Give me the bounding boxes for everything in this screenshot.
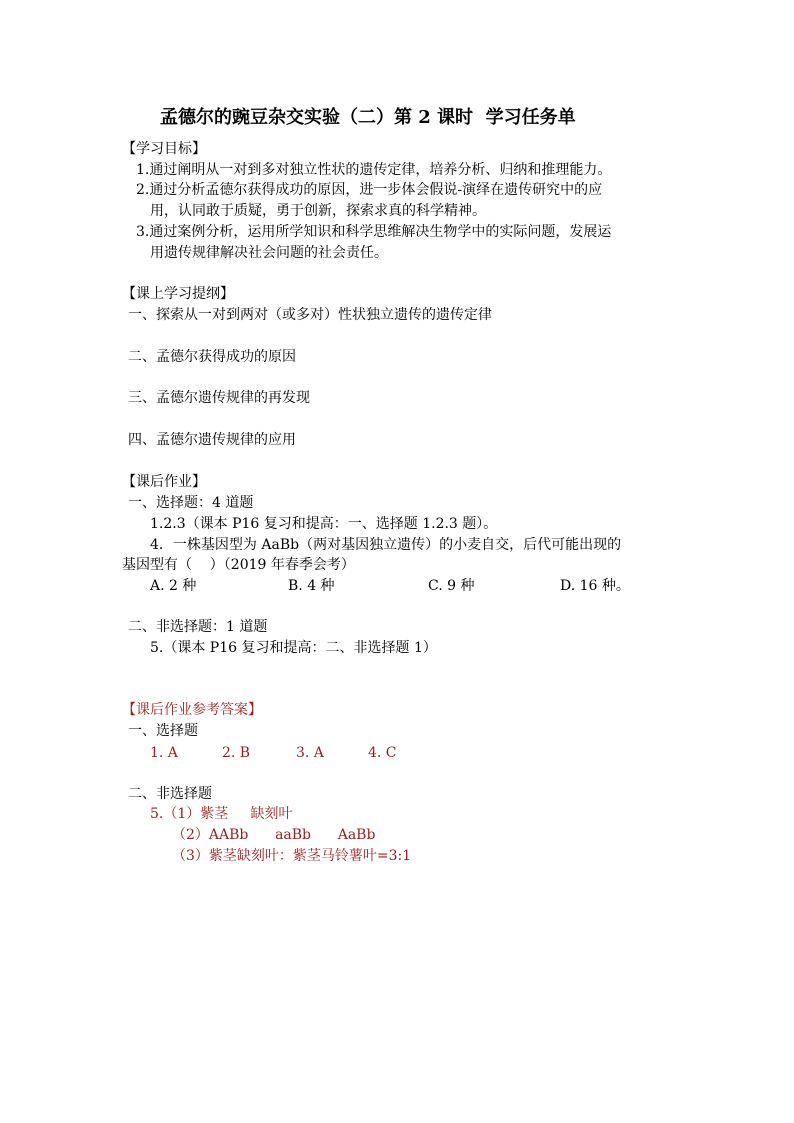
homework-heading: 【课后作业】 — [122, 474, 206, 490]
option-c: C. 9 种 — [428, 578, 475, 594]
outline-item: 三、孟德尔遗传规律的再发现 — [128, 390, 310, 406]
nonchoice-answer: （2）AABb aaBb AaBb — [172, 827, 376, 843]
nonchoice-answer: 5.（1）紫茎 缺刻叶 — [150, 806, 293, 822]
objective-line: 用遗传规律解决社会问题的社会责任。 — [150, 245, 388, 261]
objective-line: 2.通过分析孟德尔获得成功的原因，进一步体会假说-演绎在遗传研究中的应 — [136, 182, 603, 198]
homework-line: 基因型有（ ）（2019 年春季会考） — [122, 557, 355, 573]
objective-line: 用，认同敢于质疑，勇于创新，探索求真的科学精神。 — [150, 203, 486, 219]
option-b: B. 4 种 — [288, 578, 335, 594]
outline-item: 一、探索从一对到两对（或多对）性状独立遗传的遗传定律 — [128, 307, 492, 323]
answers-nonchoice-title: 二、非选择题 — [128, 786, 212, 802]
objective-line: 1.通过阐明从一对到多对独立性状的遗传定律，培养分析、归纳和推理能力。 — [136, 162, 612, 178]
outline-heading: 【课上学习提纲】 — [122, 286, 234, 302]
choice-answer: 3. A — [296, 745, 324, 761]
homework-line: 二、非选择题：1 道题 — [128, 619, 268, 635]
page-title: 孟德尔的豌豆杂交实验（二）第 2 课时 学习任务单 — [160, 107, 576, 128]
answers-heading: 【课后作业参考答案】 — [122, 702, 262, 718]
homework-line: 5.（课本 P16 复习和提高：二、非选择题 1） — [150, 640, 437, 656]
choice-answer: 2. B — [222, 745, 251, 761]
objectives-heading: 【学习目标】 — [122, 141, 206, 157]
objective-line: 3.通过案例分析，运用所学知识和科学思维解决生物学中的实际问题，发展运 — [136, 224, 612, 240]
outline-item: 二、孟德尔获得成功的原因 — [128, 349, 296, 365]
homework-line: 一、选择题：4 道题 — [128, 495, 254, 511]
homework-line: 1.2.3（课本 P16 复习和提高：一、选择题 1.2.3 题）。 — [150, 516, 498, 532]
outline-item: 四、孟德尔遗传规律的应用 — [128, 432, 296, 448]
homework-line: 4．一株基因型为 AaBb（两对基因独立遗传）的小麦自交，后代可能出现的 — [150, 537, 622, 553]
choice-answer: 1. A — [150, 745, 178, 761]
choice-answer: 4. C — [368, 745, 397, 761]
option-d: D. 16 种。 — [560, 578, 630, 594]
option-a: A. 2 种 — [150, 578, 197, 594]
nonchoice-answer: （3）紫茎缺刻叶：紫茎马铃薯叶=3:1 — [172, 848, 412, 864]
answers-choice-title: 一、选择题 — [128, 723, 198, 739]
